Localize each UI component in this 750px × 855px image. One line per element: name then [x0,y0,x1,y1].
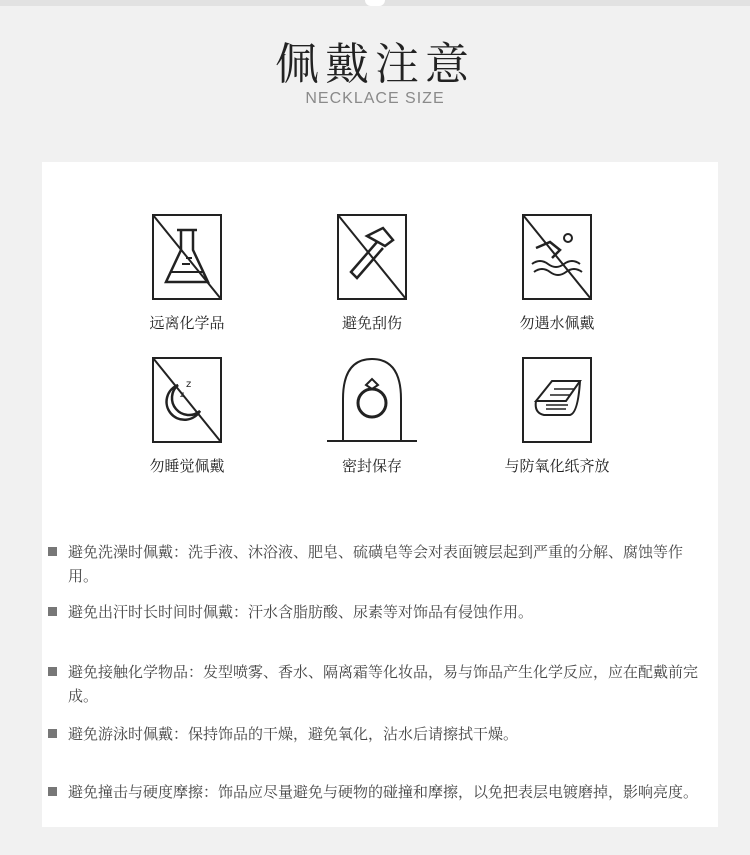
square-bullet-icon [48,787,57,796]
icon-label: 密封保存 [341,457,402,475]
svg-text:z: z [186,379,192,390]
icon-item-scratch [282,214,462,333]
page-subtitle: NECKLACE SIZE [305,90,445,107]
icon-label: 远离化学品 [149,314,225,332]
note-item: 避免撞击与硬度摩擦：饰品应尽量避免与硬物的碰撞和摩擦，以免把表层电镀磨掉，影响亮度。 [46,780,706,804]
svg-text:z: z [180,390,185,399]
icon-item-paper [467,357,647,476]
hammer-icon [337,214,407,300]
icon-item-chemicals [97,214,277,333]
note-item: 避免接触化学物品：发型喷雾、香水、隔离霜等化妆品，易与饰品产生化学反应，应在配戴前完成。 [46,660,706,708]
note-item: 避免洗澡时佩戴：洗手液、沐浴液、肥皂、硫磺皂等会对表面镀层起到严重的分解、腐蚀等作用。 [46,540,706,588]
ring-in-bag-icon [327,355,417,443]
icon-label: 勿遇水佩戴 [519,314,595,332]
note-item: 避免游泳时佩戴：保持饰品的干燥，避免氧化，沾水后请擦拭干燥。 [46,722,706,746]
icon-item-sleep [97,357,277,476]
page-title: 佩戴注意 [275,39,475,90]
paper-scroll-icon [522,357,592,443]
top-divider [0,0,750,6]
sleep-moon-icon [152,357,222,443]
top-notch [365,0,385,6]
square-bullet-icon [48,607,57,616]
flask-icon [152,214,222,300]
icon-label: 与防氧化纸齐放 [504,457,610,475]
square-bullet-icon [48,729,57,738]
swimmer-icon [522,214,592,300]
note-item: 避免出汗时长时间时佩戴：汗水含脂肪酸、尿素等对饰品有侵蚀作用。 [46,600,706,624]
icon-label: 勿睡觉佩戴 [149,457,225,475]
icon-item-water [467,214,647,333]
square-bullet-icon [48,547,57,556]
square-bullet-icon [48,667,57,676]
icon-item-seal [282,355,462,476]
icon-label: 避免刮伤 [341,314,402,332]
